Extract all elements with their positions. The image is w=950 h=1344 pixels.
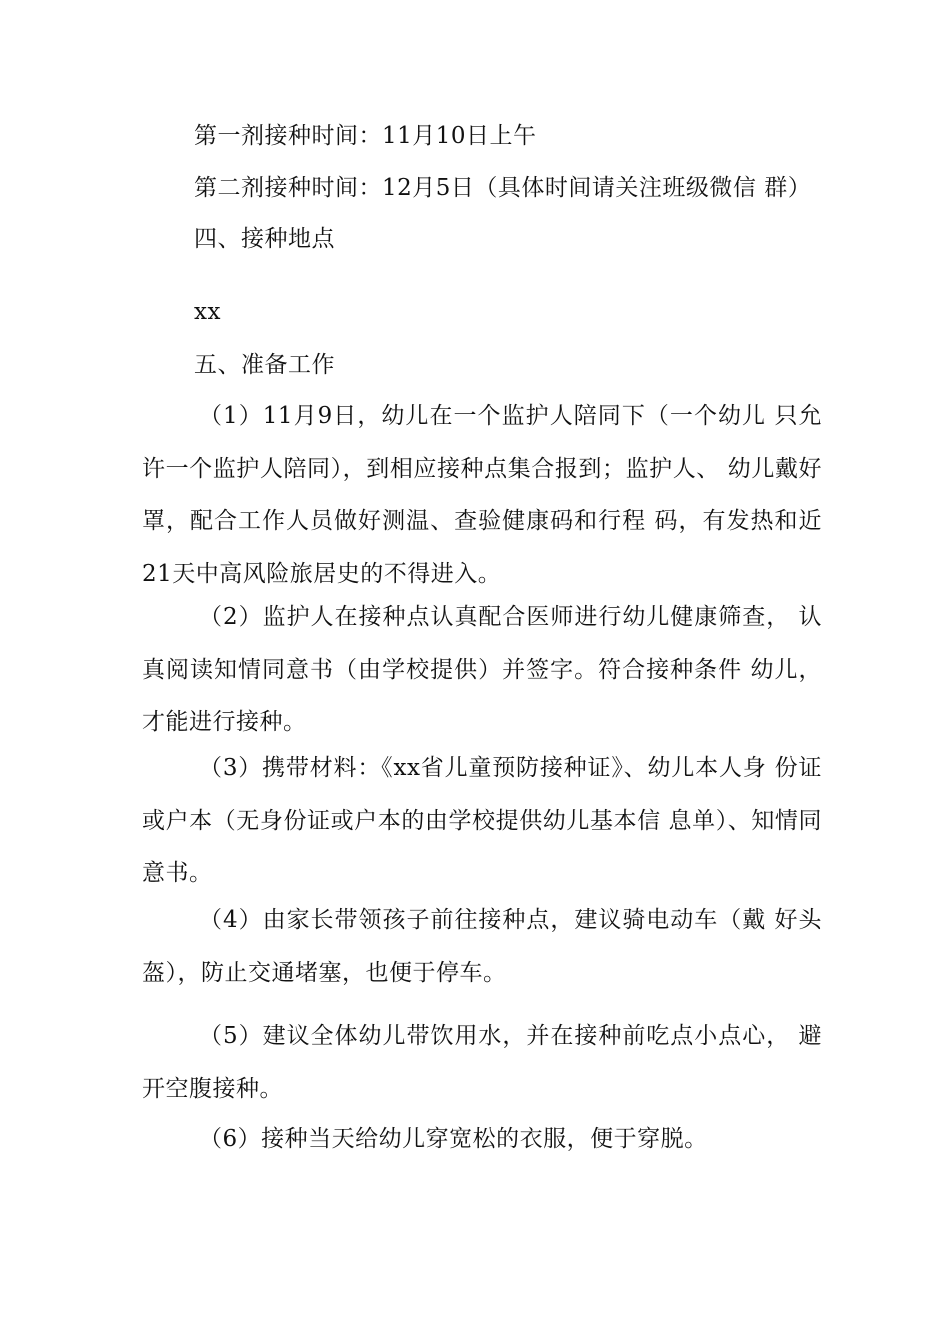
prep-item-5: （5）建议全体幼儿带饮用水，并在接种前吃点小点心， 避开空腹接种。 bbox=[142, 1023, 822, 1102]
location-value: xx bbox=[194, 299, 221, 325]
prep-item-3: （3）携带材料：《xx省儿童预防接种证》、幼儿本人身 份证或户本（无身份证或户本的由学校提供幼儿基本信 息单）、知情同意书。 bbox=[142, 755, 822, 886]
prep-item-2: （2）监护人在接种点认真配合医师进行幼儿健康筛查， 认真阅读知情同意书（由学校提供）并签字。符合接种条件 幼儿，才能进行接种。 bbox=[142, 604, 822, 735]
prep-item-6: （6）接种当天给幼儿穿宽松的衣服，便于穿脱。 bbox=[199, 1126, 708, 1152]
prep-item-1: （1）11月9日，幼儿在一个监护人陪同下（一个幼儿 只允许一个监护人陪同），到相应接种点集合报到；监护人、 幼儿戴好罩，配合工作人员做好测温、查验健康码和行程 码，有发热和近21天中高风险旅居史的不得进入。 bbox=[142, 403, 822, 587]
section5-heading: 五、准备工作 bbox=[194, 352, 335, 378]
prep-item-4: （4）由家长带领孩子前往接种点，建议骑电动车（戴 好头盔），防止交通堵塞，也便于停车。 bbox=[142, 907, 822, 986]
section4-heading: 四、接种地点 bbox=[194, 226, 335, 252]
dose1-time-line: 第一剂接种时间：11月10日上午 bbox=[194, 123, 537, 149]
dose2-time-line: 第二剂接种时间：12月5日（具体时间请关注班级微信 群） bbox=[194, 175, 812, 201]
